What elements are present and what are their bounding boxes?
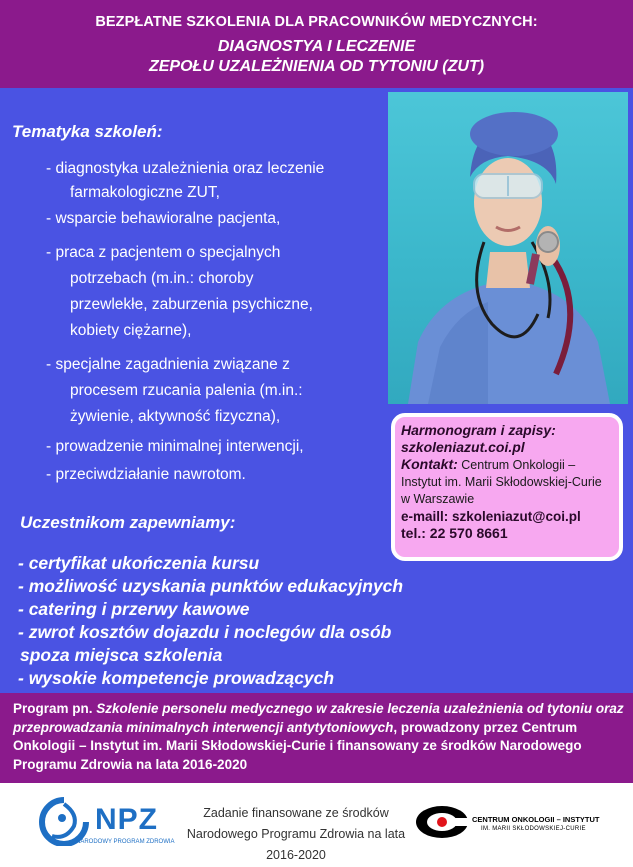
- benefit-line: - możliwość uzyskania punktów edukacyjnych: [18, 576, 404, 596]
- program-banner: [0, 693, 633, 783]
- npz-logo-text: NPZ: [95, 803, 158, 836]
- benefit-line: - catering i przerwy kawowe: [18, 599, 250, 619]
- schedule-label: Harmonogram i zapisy:: [401, 422, 556, 438]
- coi-logo-title: CENTRUM ONKOLOGII – INSTYTUT: [472, 815, 600, 824]
- benefit-line: spoza miejsca szkolenia: [20, 645, 223, 665]
- topic-line: kobiety ciężarne),: [70, 322, 192, 339]
- contact-box: [391, 413, 623, 561]
- benefits-heading: Uczestnikom zapewniamy:: [20, 513, 236, 532]
- benefit-line: - zwrot kosztów dojazdu i noclegów dla osób: [18, 622, 392, 642]
- npz-logo-subtitle: NARODOWY PROGRAM ZDROWIA: [76, 839, 175, 845]
- topic-line: przewlekłe, zaburzenia psychiczne,: [70, 296, 313, 313]
- program-prefix: Program pn.: [13, 701, 97, 716]
- phone-number: tel.: 22 570 8661: [401, 525, 508, 541]
- coi-logo-subtitle: IM. MARII SKŁODOWSKIEJ-CURIE: [481, 826, 586, 832]
- program-suffix: , prowadzony przez Centrum Onkologii – Instytut im. Marii Skłodowskiej-Curie i finansowany ze środków Narodowego Programu Zdrowia na lata 2016-2020: [13, 719, 582, 772]
- topic-line: procesem rzucania palenia (m.in.:: [70, 382, 303, 399]
- kontakt-block: [401, 456, 613, 508]
- topic-line: - przeciwdziałanie nawrotom.: [46, 466, 246, 483]
- program-title: Szkolenie personelu medycznego w zakresie leczenia uzależnienia od tytoniu oraz przeprowadzania minimalnych interwencji antytytoniowych: [13, 701, 624, 735]
- doctor-illustration-icon: [388, 92, 628, 404]
- top-banner: [0, 0, 633, 88]
- header-line-3: ZEPOŁU UZALEŻNIENIA OD TYTONIU (ZUT): [148, 58, 485, 75]
- topic-line: potrzebach (m.in.: choroby: [70, 270, 254, 287]
- header-line-2: DIAGNOSTYA I LECZENIE: [217, 38, 416, 55]
- kontakt-text: Centrum Onkologii – Instytut im. Marii Skłodowskiej-Curie w Warszawie: [401, 458, 602, 506]
- topic-line: - diagnostyka uzależnienia oraz leczenie: [46, 160, 325, 177]
- benefit-line: - wysokie kompetencje prowadzących: [18, 668, 335, 688]
- coi-logo-icon: [414, 804, 470, 840]
- header-line-1: BEZPŁATNE SZKOLENIA DLA PRACOWNIKÓW MEDYCZNYCH:: [95, 14, 538, 30]
- kontakt-label: Kontakt:: [401, 456, 458, 472]
- funding-text: Zadanie finansowane ze środków Narodowego Programu Zdrowia na lata 2016-2020: [186, 806, 406, 862]
- topics-heading: Tematyka szkoleń:: [12, 122, 163, 141]
- topic-line: - praca z pacjentem o specjalnych: [46, 244, 281, 261]
- benefit-line: - certyfikat ukończenia kursu: [18, 553, 260, 573]
- topic-line: - wsparcie behawioralne pacjenta,: [46, 210, 281, 227]
- topic-line: żywienie, aktywność fizyczna),: [70, 408, 281, 425]
- topic-line: - prowadzenie minimalnej interwencji,: [46, 438, 304, 455]
- website-link[interactable]: szkoleniazut.coi.pl: [401, 439, 525, 455]
- topic-line: - specjalne zagadnienia związane z: [46, 356, 290, 373]
- doctor-photo: [388, 92, 628, 404]
- topic-line: farmakologiczne ZUT,: [70, 184, 220, 201]
- email-link[interactable]: e-maill: szkoleniazut@coi.pl: [401, 509, 581, 524]
